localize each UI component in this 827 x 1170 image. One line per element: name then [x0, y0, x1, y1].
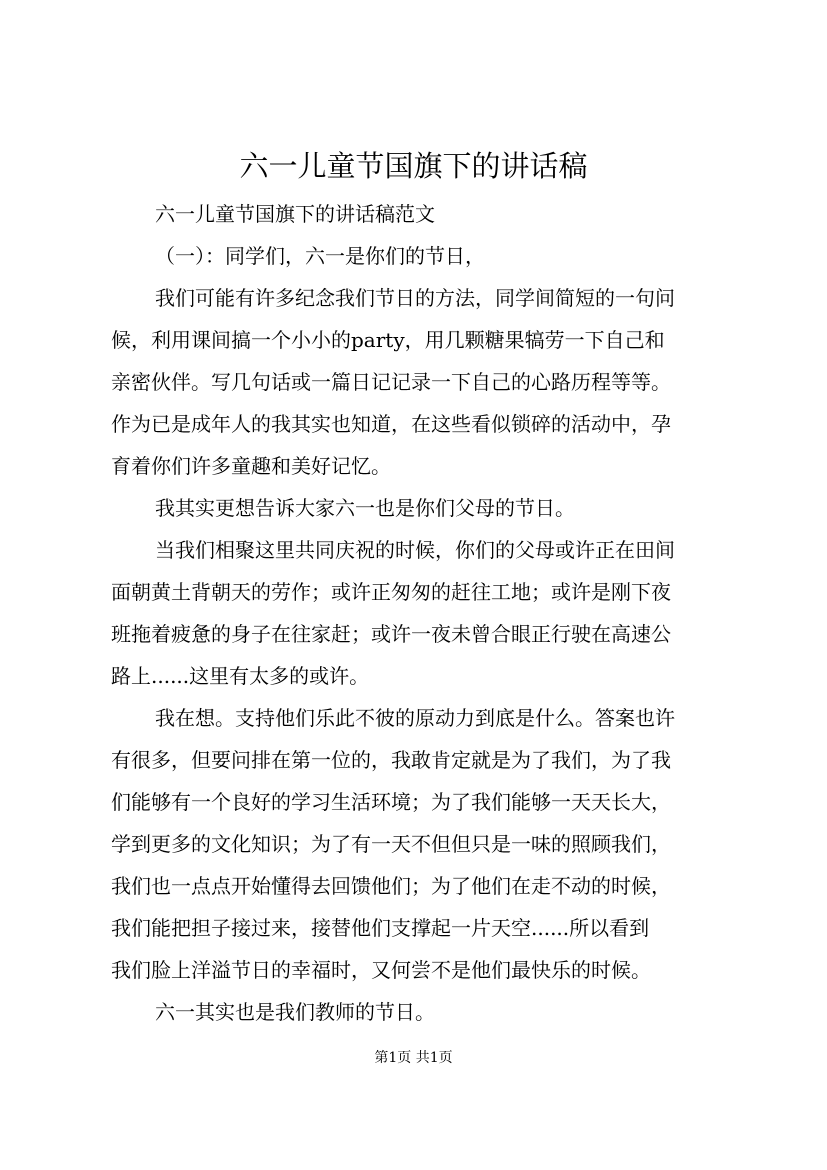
paragraph-line: 我们可能有许多纪念我们节日的方法，同学间简短的一句问 — [155, 286, 675, 310]
paragraph-line: 路上......这里有太多的或许。 — [111, 664, 370, 688]
paragraph-line: 当我们相聚这里共同庆祝的时候，你们的父母或许正在田间 — [155, 538, 675, 562]
paragraph-line: 们能够有一个良好的学习生活环境；为了我们能够一天天长大， — [111, 790, 671, 814]
paragraph-line: 有很多，但要问排在第一位的，我敢肯定就是为了我们，为了我 — [111, 748, 671, 772]
paragraph-line: 育着你们许多童趣和美好记忆。 — [111, 454, 391, 478]
paragraph-line: 班拖着疲惫的身子在往家赶；或许一夜未曾合眼正行驶在高速公 — [111, 622, 671, 646]
paragraph-line: 六一其实也是我们教师的节日。 — [155, 1000, 435, 1024]
paragraph-line: 我其实更想告诉大家六一也是你们父母的节日。 — [155, 496, 575, 520]
paragraph-line: 作为已是成年人的我其实也知道，在这些看似锁碎的活动中，孕 — [111, 412, 671, 436]
paragraph-line: 我们脸上洋溢节日的幸福时，又何尝不是他们最快乐的时候。 — [111, 958, 651, 982]
paragraph-line: 我们能把担子接过来，接替他们支撑起一片天空......所以看到 — [111, 916, 650, 940]
paragraph-line: 候，利用课间搞一个小小的party，用几颗糖果犒劳一下自己和 — [111, 328, 665, 352]
paragraph-line: 学到更多的文化知识；为了有一天不但但只是一味的照顾我们， — [111, 832, 671, 856]
paragraph-line: （一）：同学们，六一是你们的节日， — [155, 244, 485, 268]
document-title: 六一儿童节国旗下的讲话稿 — [239, 149, 588, 183]
paragraph-line: 我们也一点点开始懂得去回馈他们；为了他们在走不动的时候， — [111, 874, 671, 898]
page-footer: 第1页 共1页 — [374, 1050, 453, 1066]
paragraph-line: 亲密伙伴。写几句话或一篇日记记录一下自己的心路历程等等。 — [111, 370, 671, 394]
subtitle-line: 六一儿童节国旗下的讲话稿范文 — [155, 202, 435, 226]
paragraph-line: 我在想。支持他们乐此不彼的原动力到底是什么。答案也许 — [155, 706, 675, 730]
paragraph-line: 面朝黄土背朝天的劳作；或许正匆匆的赶往工地；或许是刚下夜 — [111, 580, 671, 604]
